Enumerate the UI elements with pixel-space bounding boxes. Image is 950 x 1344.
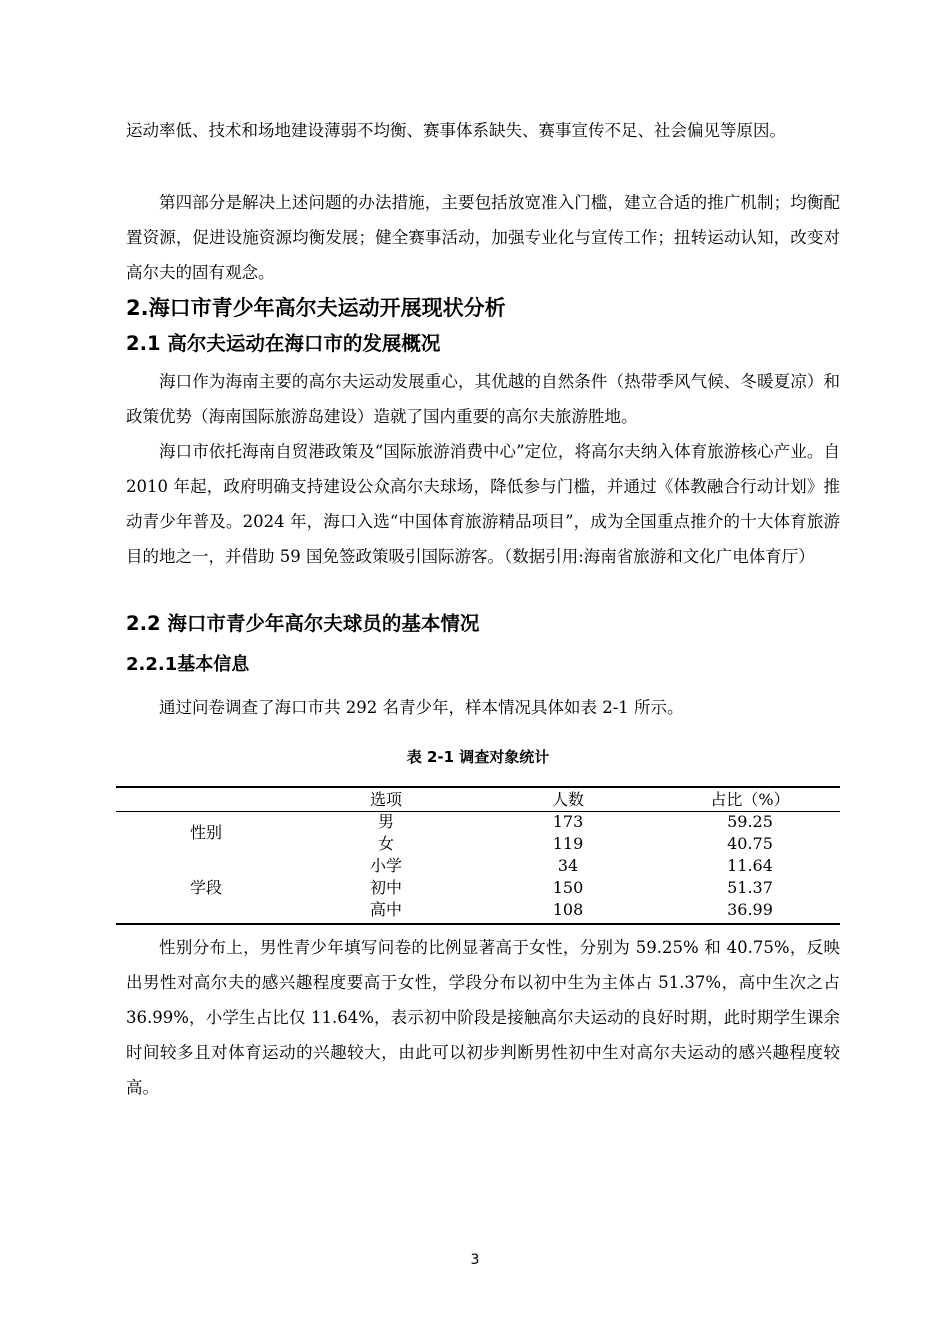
table-row: [116, 855, 840, 877]
header-count: 人数: [551, 790, 584, 809]
option-cell: 男: [377, 812, 394, 831]
header-option: 选项: [369, 790, 402, 809]
section-2-heading: 2.海口市青少年高尔夫运动开展现状分析: [126, 296, 506, 320]
percentage-cell: 11.64: [727, 856, 773, 875]
section-2-2-1-paragraph: 通过问卷调查了海口市共 292 名青少年，样本情况具体如表 2-1 所示。: [159, 698, 684, 717]
group-label-school-stage: 学段: [189, 878, 222, 897]
intro-paragraph-part4: 第四部分是解决上述问题的办法措施，主要包括放宽准入门槛，建立合适的推广机制；均衡配置资源，促进设施资源均衡发展；健全赛事活动，加强专业化与宣传工作；扭转运动认知，改变对高尔夫的固有观念。: [126, 193, 840, 282]
option-cell: 初中: [369, 878, 402, 897]
table-row: [116, 811, 840, 833]
section-2-1-paragraph-1: 海口作为海南主要的高尔夫运动发展重心，其优越的自然条件（热带季风气候、冬暖夏凉）和政策优势（海南国际旅游岛建设）造就了国内重要的高尔夫旅游胜地。: [126, 372, 840, 426]
table-bottom-rule: [116, 923, 840, 925]
count-cell: 34: [557, 856, 579, 875]
count-cell: 150: [552, 878, 584, 897]
analysis-paragraph: 性别分布上，男性青少年填写问卷的比例显著高于女性，分别为 59.25% 和 40.75%，反映出男性对高尔夫的感兴趣程度要高于女性，学段分布以初中生为主体占 51.37%，高中生次之占 36.99%，小学生占比仅 11.64%，表示初中阶段是接触高尔夫运动的良好时期，此时期学生课余时间较多且对体育运动的兴趣较大，由此可以初步判断男性初中生对高尔夫运动的感兴趣程度较高。: [126, 938, 840, 1097]
header-group: [116, 789, 296, 811]
header-percentage: 占比（%）: [710, 790, 790, 809]
option-cell: 女: [377, 834, 394, 853]
section-2-2-heading: 2.2 海口市青少年高尔夫球员的基本情况: [126, 612, 480, 635]
table-caption: 表 2-1 调查对象统计: [406, 748, 550, 766]
table-header-row: [116, 789, 840, 811]
count-cell: 108: [552, 900, 584, 919]
section-2-1-paragraph-2: 海口市依托海南自贸港政策及“国际旅游消费中心”定位，将高尔夫纳入体育旅游核心产业。自 2010 年起，政府明确支持建设公众高尔夫球场，降低参与门槛，并通过《体教融合行动计划》推动青少年普及。2024 年，海口入选“中国体育旅游精品项目”，成为全国重点推介的十大体育旅游目的地之一，并借助 59 国免签政策吸引国际游客。（数据引用:海南省旅游和文化广电体育厅）: [126, 442, 840, 566]
option-cell: 小学: [369, 856, 402, 875]
section-2-1-heading: 2.1 高尔夫运动在海口市的发展概况: [126, 332, 441, 355]
percentage-cell: 51.37: [727, 878, 773, 897]
page-number: 3: [470, 1252, 480, 1268]
survey-statistics-table: [116, 789, 840, 921]
count-cell: 173: [552, 812, 584, 831]
group-label-gender: 性别: [189, 823, 222, 842]
percentage-cell: 40.75: [727, 834, 773, 853]
percentage-cell: 36.99: [727, 900, 773, 919]
intro-paragraph-continued: 运动率低、技术和场地建设薄弱不均衡、赛事体系缺失、赛事宣传不足、社会偏见等原因。: [126, 121, 786, 140]
count-cell: 119: [552, 834, 584, 853]
section-2-2-1-heading: 2.2.1基本信息: [126, 654, 250, 675]
option-cell: 高中: [369, 900, 402, 919]
table-top-rule: [116, 786, 840, 788]
percentage-cell: 59.25: [727, 812, 773, 831]
